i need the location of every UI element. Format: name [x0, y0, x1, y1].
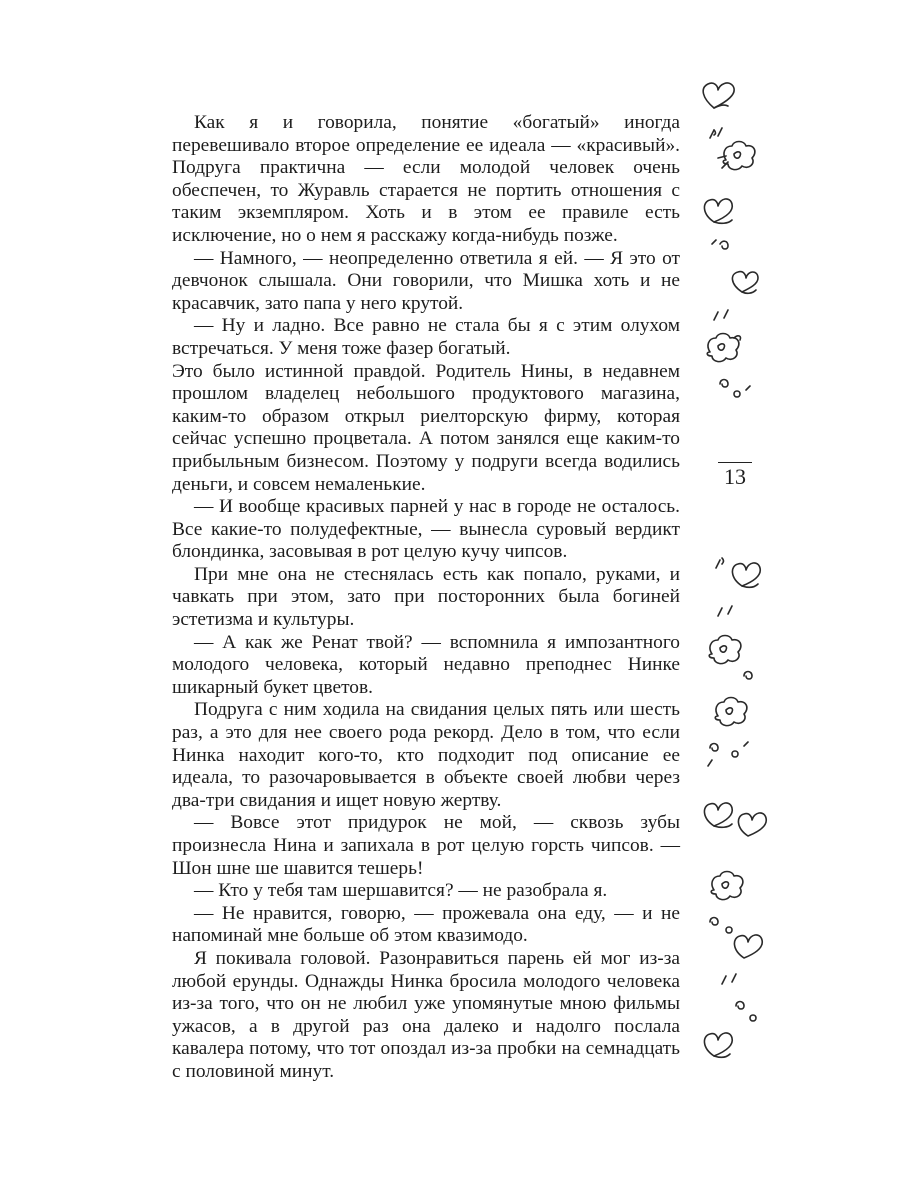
heart-icon [703, 83, 734, 108]
margin-ornament [690, 68, 790, 1148]
paragraph: Это было истинной правдой. Родитель Нины, в недавнем прошлом владелец небольшого продуктового магазина, каким-то образом открыл риелторскую фирму, которая сейчас успешно процветала. А потом занялся еще каким-то прибыльным бизнесом. Поэтому у подруги всегда водились деньги, и совсем немаленькие. [172, 360, 680, 495]
heart-icon [704, 199, 732, 223]
heart-icon [738, 813, 766, 836]
swirl-icon [710, 918, 732, 934]
flower-icon [707, 334, 740, 362]
heart-icon [732, 272, 758, 294]
heart-icon [704, 803, 732, 827]
paragraph: Подруга с ним ходила на свидания целых пять или шесть раз, а это для нее своего рода рекорд. Дело в том, что если Нинка находит кого-то, кто подходит под описание ее идеала, то разочаровывается в объекте своей любви через два-три свидания и ищет новую жертву. [172, 699, 680, 811]
leaf-sprig-icon [710, 128, 722, 138]
paragraph: — Кто у тебя там шершавится? — не разобрала я. [194, 880, 608, 902]
leaf-sprig-icon [714, 310, 728, 320]
paragraph: — Вовсе этот придурок не мой, — сквозь зубы произнесла Нина и запихала в рот целую горсть чипсов. — Шон шне ше шавится тешерь! [172, 812, 680, 879]
heart-icon [734, 935, 762, 958]
paragraph: При мне она не стеснялась есть как попало, руками, и чавкать при этом, зато при посторонних была богиней эстетизма и культуры. [172, 563, 680, 631]
swirl-icon [744, 672, 752, 680]
paragraph: — А как же Ренат твой? — вспомнила я импозантного молодого человека, который недавно преподнес Нинке шикарный букет цветов. [172, 631, 680, 698]
flower-icon [715, 698, 747, 726]
page-number: 13 [718, 462, 752, 490]
swirl-icon [712, 240, 728, 249]
flower-icon [711, 872, 743, 900]
page-body [172, 112, 680, 1084]
leaf-sprig-icon [716, 558, 724, 568]
paragraph: — Намного, — неопределенно ответила я ей. — Я это от девчонок слышала. Они говорили, что Мишка хоть и не красавчик, зато папа у него крутой. [172, 247, 680, 314]
paragraph: — Не нравится, говорю, — прожевала она еду, — и не напоминай мне больше об этом квазимодо. [172, 902, 680, 947]
paragraph: Как я и говорила, понятие «богатый» иногда перевешивало второе определение ее идеала — «красивый». Подруга практична — если молодой человек очень обеспечен, то Журавль старается не портить отношения с таким экземпляром. Хоть и в этом ее правиле есть исключение, но о нем я расскажу когда-нибудь позже. [172, 112, 680, 246]
heart-icon [732, 563, 760, 587]
flower-icon [718, 142, 755, 170]
ornament-drawing [690, 68, 790, 1148]
swirl-icon [720, 380, 750, 398]
swirl-icon [736, 1002, 756, 1022]
paragraph: Я покивала головой. Разонравиться парень ей мог из-за любой ерунды. Однажды Нинка бросила молодого человека из-за того, что он не любил уже упомянутые мною фильмы ужасов, а в другой раз она далеко и надолго послала кавалера потому, что тот опоздал из-за пробки на семнадцать с половиной минут. [172, 947, 680, 1082]
paragraph: — И вообще красивых парней у нас в городе не осталось. Все какие-то полудефектные, — вынесла суровый вердикт блондинка, засовывая в рот целую кучу чипсов. [172, 496, 680, 563]
heart-icon [704, 1033, 732, 1057]
leaf-sprig-icon [722, 974, 736, 984]
flower-icon [709, 636, 741, 664]
paragraph: — Ну и ладно. Все равно не стала бы я с этим олухом встречаться. У меня тоже фазер богатый. [172, 315, 680, 359]
swirl-icon [708, 742, 748, 766]
leaf-sprig-icon [718, 606, 732, 616]
